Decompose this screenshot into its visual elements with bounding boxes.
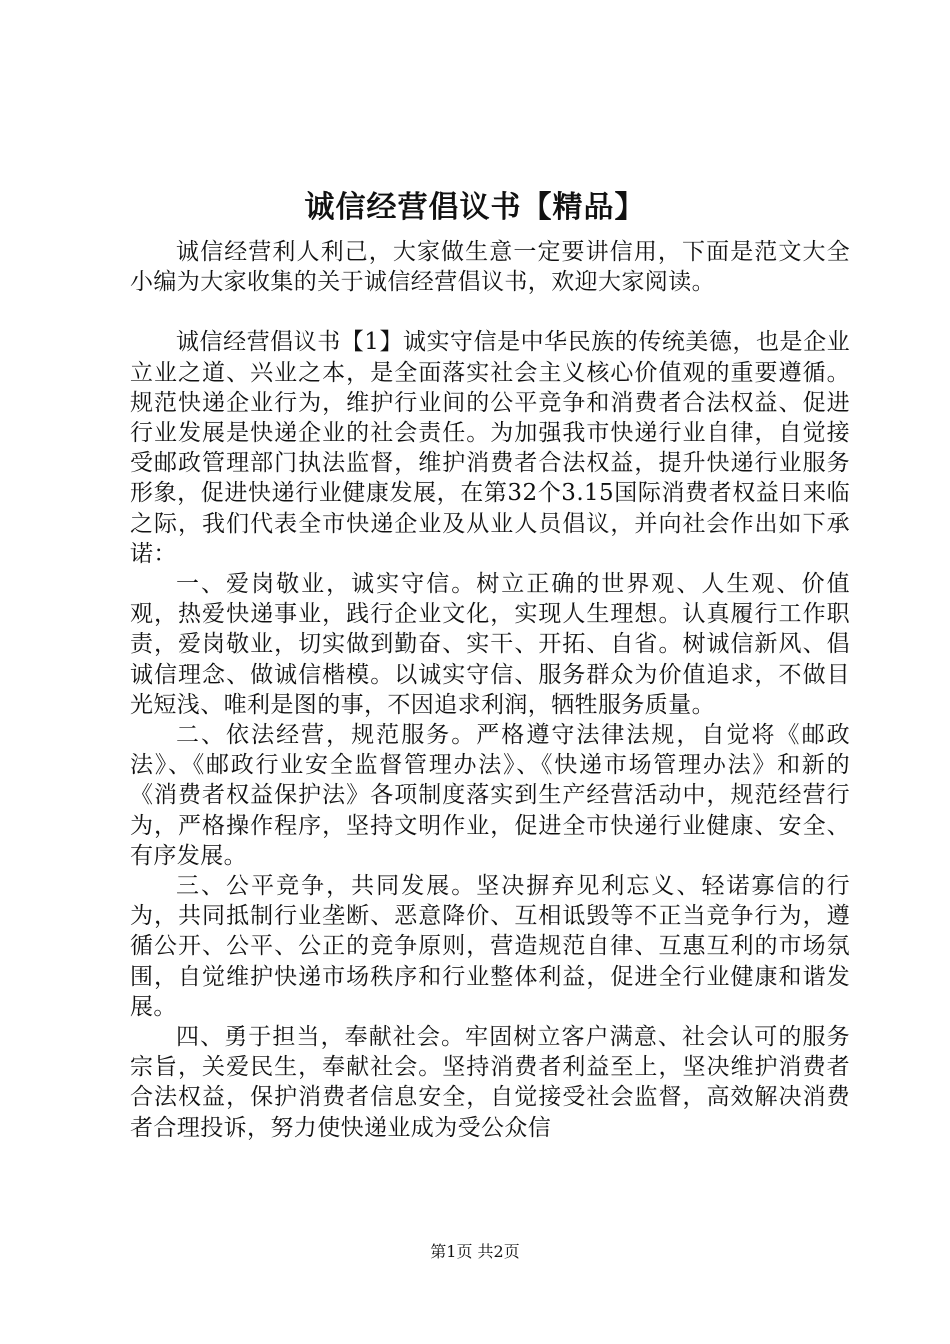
paragraph-spacer (130, 297, 850, 327)
intro-paragraph: 诚信经营利人利己，大家做生意一定要讲信用，下面是范文大全小编为大家收集的关于诚信经营倡议书，欢迎大家阅读。 (130, 239, 850, 296)
body-paragraph: 三、公平竞争，共同发展。坚决摒弃见利忘义、轻诺寡信的行为，共同抵制行业垄断、恶意降价、互相诋毁等不正当竞争行为，遵循公开、公平、公正的竞争原则，营造规范自律、互惠互利的市场氛围，自觉维护快递市场秩序和行业整体利益，促进全行业健康和谐发展。 (130, 873, 850, 1020)
body-paragraph: 一、爱岗敬业，诚实守信。树立正确的世界观、人生观、价值观，热爱快递事业，践行企业文化，实现人生理想。认真履行工作职责，爱岗敬业，切实做到勤奋、实干、开拓、自省。树诚信新风、倡诚信理念、做诚信楷模。以诚实守信、服务群众为价值追求，不做目光短浅、唯利是图的事，不因追求利润，牺牲服务质量。 (130, 571, 850, 718)
document-body (130, 237, 850, 1143)
document-title: 诚信经营倡议书【精品】 (304, 190, 646, 225)
body-paragraph: 诚信经营倡议书【1】诚实守信是中华民族的传统美德，也是企业立业之道、兴业之本，是全面落实社会主义核心价值观的重要遵循。规范快递企业行为，维护行业间的公平竞争和消费者合法权益、促进行业发展是快递企业的社会责任。为加强我市快递行业自律，自觉接受邮政管理部门执法监督，维护消费者合法权益，提升快递行业服务形象，促进快递行业健康发展，在第32个3.15国际消费者权益日来临之际，我们代表全市快递企业及从业人员倡议，并向社会作出如下承诺： (130, 329, 850, 567)
body-paragraph: 四、勇于担当，奉献社会。牢固树立客户满意、社会认可的服务宗旨，关爱民生，奉献社会。坚持消费者利益至上，坚决维护消费者合法权益，保护消费者信息安全，自觉接受社会监督，高效解决消费者合理投诉，努力使快递业成为受公众信 (130, 1024, 850, 1141)
body-paragraph: 二、依法经营，规范服务。严格遵守法律法规，自觉将《邮政法》、《邮政行业安全监督管理办法》、《快递市场管理办法》和新的《消费者权益保护法》各项制度落实到生产经营活动中，规范经营行为，严格操作程序，坚持文明作业，促进全市快递行业健康、安全、有序发展。 (130, 722, 850, 869)
page-footer: 第1页 共2页 (430, 1242, 520, 1261)
